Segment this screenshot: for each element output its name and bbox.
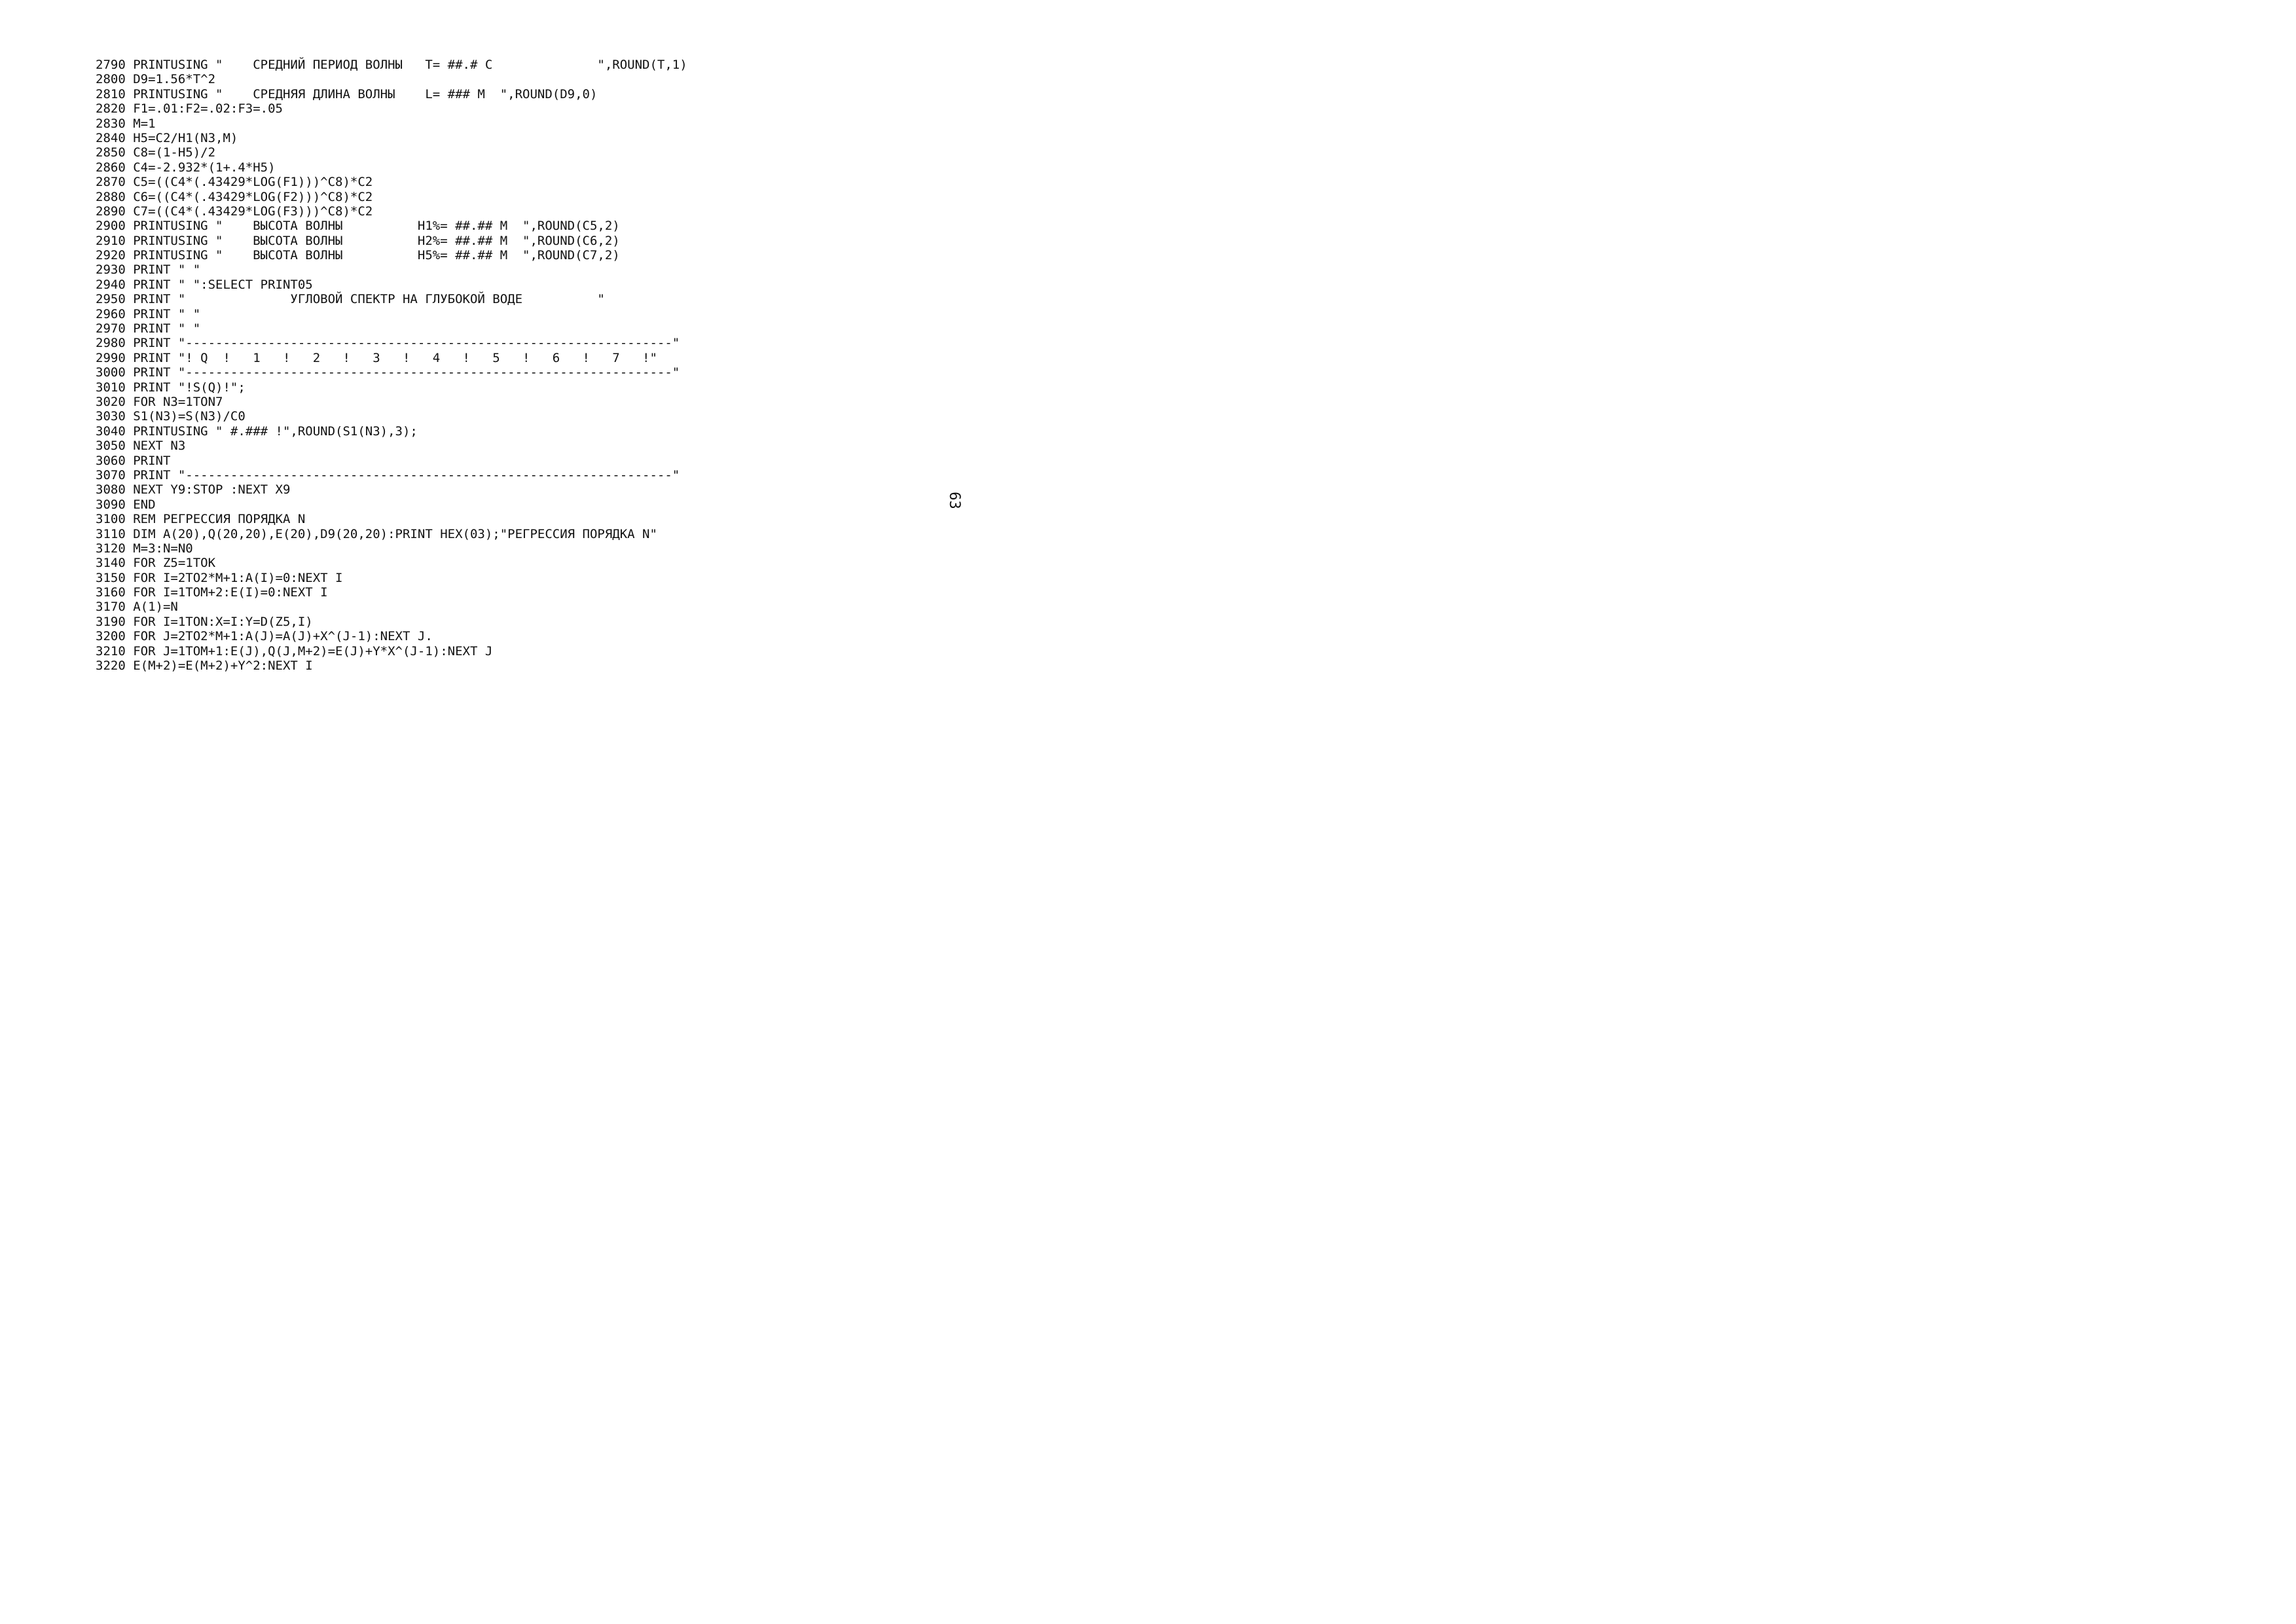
code-line-3060: 3060 PRINT: [96, 453, 171, 468]
code-line-3200: 3200 FOR J=2TO2*M+1:A(J)=A(J)+X^(J-1):NEXT J.: [96, 629, 433, 644]
code-line-3210: 3210 FOR J=1TOM+1:E(J),Q(J,M+2)=E(J)+Y*X^(J-1):NEXT J: [96, 643, 493, 659]
code-line-3160: 3160 FOR I=1TOM+2:E(I)=0:NEXT I: [96, 585, 328, 600]
code-line-2990: 2990 PRINT "! Q ! 1 ! 2 ! 3 ! 4 ! 5 ! 6 ! 7 !": [96, 350, 657, 365]
code-line-2850: 2850 C8=(1-H5)/2: [96, 145, 216, 160]
code-line-2960: 2960 PRINT " ": [96, 306, 201, 321]
code-line-2980: 2980 PRINT "-----------------------------------------------------------------": [96, 336, 680, 351]
code-line-3110: 3110 DIM A(20),Q(20,20),E(20),D9(20,20):PRINT HEX(03);"РЕГРЕССИЯ ПОРЯДКА N": [96, 526, 657, 541]
code-line-2940: 2940 PRINT " ":SELECT PRINT05: [96, 277, 313, 292]
code-line-2840: 2840 H5=C2/H1(N3,M): [96, 130, 238, 145]
code-line-3090: 3090 END: [96, 497, 156, 512]
code-line-2880: 2880 C6=((C4*(.43429*LOG(F2)))^C8)*C2: [96, 189, 373, 204]
code-line-2860: 2860 C4=-2.932*(1+.4*H5): [96, 160, 276, 175]
code-line-2950: 2950 PRINT " УГЛОВОЙ СПЕКТР НА ГЛУБОКОЙ ВОДЕ ": [96, 292, 605, 307]
code-line-3000: 3000 PRINT "-----------------------------------------------------------------": [96, 365, 680, 380]
basic-program-listing: [96, 58, 687, 673]
code-line-3020: 3020 FOR N3=1TON7: [96, 394, 223, 409]
code-line-3040: 3040 PRINTUSING " #.### !",ROUND(S1(N3),3);: [96, 424, 418, 439]
code-line-2930: 2930 PRINT " ": [96, 262, 201, 278]
code-line-2970: 2970 PRINT " ": [96, 321, 201, 336]
code-line-2910: 2910 PRINTUSING " ВЫСОТА ВОЛНЫ H2%= ##.## M ",ROUND(C6,2): [96, 233, 620, 248]
code-line-3100: 3100 REM РЕГРЕССИЯ ПОРЯДКА N: [96, 512, 306, 527]
code-line-3220: 3220 E(M+2)=E(M+2)+Y^2:NEXT I: [96, 659, 313, 674]
code-line-3050: 3050 NEXT N3: [96, 439, 186, 454]
code-line-2890: 2890 C7=((C4*(.43429*LOG(F3)))^C8)*C2: [96, 204, 373, 219]
code-line-2830: 2830 M=1: [96, 116, 156, 131]
code-line-3190: 3190 FOR I=1TON:X=I:Y=D(Z5,I): [96, 614, 313, 629]
code-line-3150: 3150 FOR I=2TO2*M+1:A(I)=0:NEXT I: [96, 570, 343, 585]
code-line-3120: 3120 M=3:N=N0: [96, 541, 193, 556]
code-line-3030: 3030 S1(N3)=S(N3)/C0: [96, 409, 246, 424]
code-line-2920: 2920 PRINTUSING " ВЫСОТА ВОЛНЫ H5%= ##.## M ",ROUND(C7,2): [96, 248, 620, 263]
code-line-2800: 2800 D9=1.56*T^2: [96, 72, 216, 87]
code-line-3080: 3080 NEXT Y9:STOP :NEXT X9: [96, 482, 291, 497]
code-line-2900: 2900 PRINTUSING " ВЫСОТА ВОЛНЫ H1%= ##.## M ",ROUND(C5,2): [96, 219, 620, 234]
code-line-2870: 2870 C5=((C4*(.43429*LOG(F1)))^C8)*C2: [96, 175, 373, 190]
code-line-3170: 3170 A(1)=N: [96, 600, 178, 615]
code-line-2820: 2820 F1=.01:F2=.02:F3=.05: [96, 101, 283, 117]
code-line-2790: 2790 PRINTUSING " СРЕДНИЙ ПЕРИОД ВОЛНЫ T= ##.# C ",ROUND(T,1): [96, 58, 687, 72]
code-line-3140: 3140 FOR Z5=1TOK: [96, 556, 216, 571]
code-line-3070: 3070 PRINT "-----------------------------------------------------------------": [96, 467, 680, 482]
page-number: 63: [945, 492, 962, 509]
code-line-2810: 2810 PRINTUSING " СРЕДНЯЯ ДЛИНА ВОЛНЫ L= ### M ",ROUND(D9,0): [96, 86, 598, 101]
code-line-3010: 3010 PRINT "!S(Q)!";: [96, 380, 246, 395]
